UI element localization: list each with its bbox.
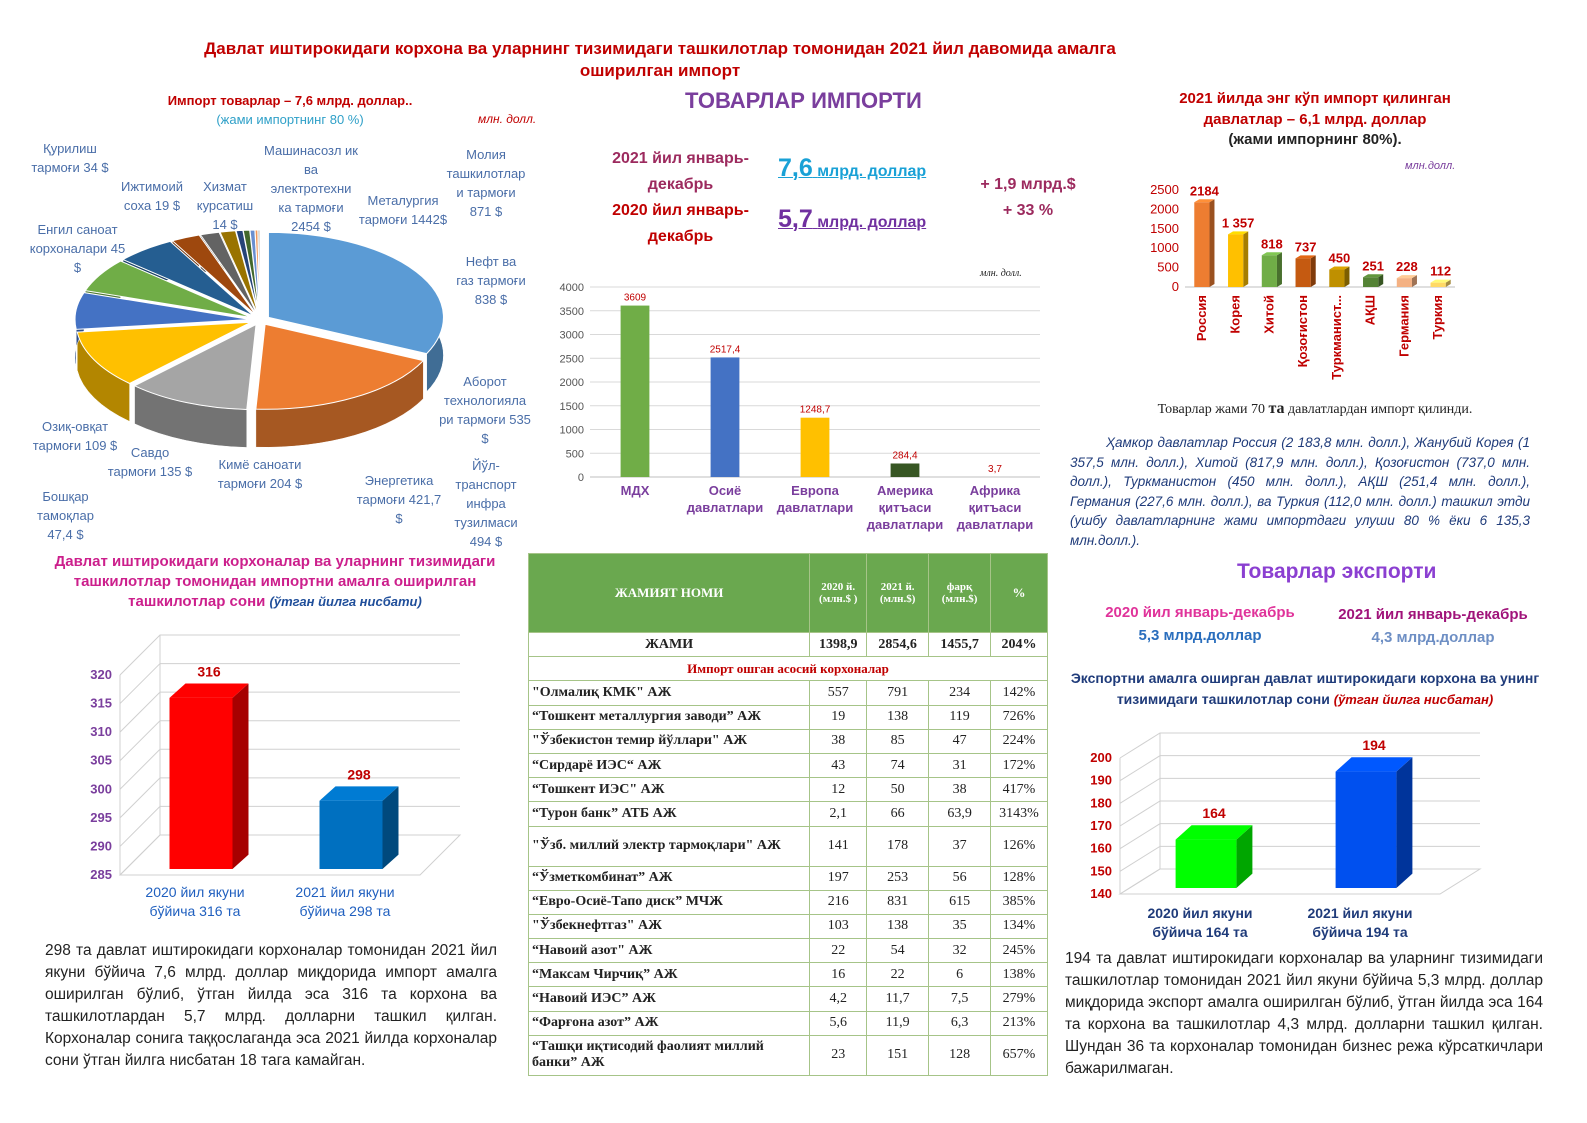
total-diff: 1455,7 (929, 633, 991, 657)
value-2021: 791 (867, 681, 929, 705)
company-name: “Ташқи иқтисодий фаолият миллий банки” АЖ (529, 1035, 810, 1075)
bar-value-5: 251 (1362, 258, 1384, 274)
value-2021-unit: млрд. доллар (817, 163, 927, 180)
table-row (529, 753, 1048, 777)
value-2021: 831 (867, 890, 929, 914)
pie-label-14: Хизмат курсатиш 14 $ (196, 179, 254, 232)
value-pct: 126% (991, 826, 1048, 866)
value-diff: 6 (929, 963, 991, 987)
bar-0 (621, 306, 650, 477)
y-tick-1: 500 (1157, 259, 1179, 275)
table-row (529, 778, 1048, 802)
category-label-3-2: давлатлари (866, 517, 944, 532)
bar-side-4 (1344, 267, 1349, 287)
import-orgs-bar-chart (70, 630, 510, 930)
gridline-1 (1120, 846, 1480, 871)
import-summary-text: 298 та давлат иштирокидаги корхоналар томонидан 2021 йил якуни бўйича 7,6 млрд. доллар миқдорида импорт амалга оширилган бўлиб, ўтган йилда эса 316 та корхона ва ташкилотлардан 5,7 млрд. долларни ташкил қилган. Корхоналар сонига таққослаганда эса 2021 йилда корхоналар сони ўтган йилга нисбатан 18 тага камайган. (45, 942, 497, 1069)
value-pct: 138% (991, 963, 1048, 987)
bar-side-2 (1277, 252, 1282, 287)
value-pct: 385% (991, 890, 1048, 914)
value-2021: 22 (867, 963, 929, 987)
page-title: Давлат иштирокидаги корхона ва уларнинг тизимидаги ташкилотлар томонидан 2021 йил давомида амалга оширилган импорт (204, 39, 1116, 80)
pie-label-13: Ижтимоий соха 19 $ (121, 179, 183, 213)
export-orgs-bar-chart (1070, 710, 1530, 945)
bar-3 (1296, 258, 1311, 287)
y-tick-2: 160 (1090, 840, 1112, 856)
bar-side-1 (1243, 231, 1248, 287)
th-2021: 2021 й. (млн.$) (867, 554, 929, 633)
value-2020: 22 (810, 939, 867, 963)
value-pct: 279% (991, 987, 1048, 1011)
pie-label-7: Кимё саноати тармоғи 204 $ (217, 457, 303, 491)
bar-value-4: 450 (1328, 250, 1351, 266)
y-tick-3: 1500 (1150, 220, 1179, 236)
pie-label-2: Молия ташкилотлар и тармоғи 871 $ (446, 147, 526, 219)
category-label-5: АҚШ (1362, 295, 1378, 326)
value-2020: 557 (810, 681, 867, 705)
y-tick-0: 140 (1090, 886, 1112, 901)
export-value-2021: 4,3 млрд.доллар (1371, 629, 1495, 646)
pie-label-9: Озиқ-овқат тармоғи 109 $ (32, 419, 118, 453)
company-name: “Навоий ИЭС” АЖ (529, 987, 810, 1011)
category-label-1: Корея (1227, 295, 1243, 334)
value-2020: 141 (810, 826, 867, 866)
value-2020: 43 (810, 753, 867, 777)
bar-value-1: 1 357 (1221, 215, 1255, 231)
value-2021: 151 (867, 1035, 929, 1075)
value-diff: 234 (929, 681, 991, 705)
value-2020: 23 (810, 1035, 867, 1075)
bar-value-1: 194 (1362, 737, 1386, 754)
th-pct: % (991, 554, 1048, 633)
value-2020: 197 (810, 866, 867, 890)
pie-subheading: (жами импортнинг 80 %) (216, 112, 364, 127)
value-2021: 11,9 (867, 1011, 929, 1035)
value-diff: 63,9 (929, 802, 991, 826)
countries-count-rest: давлатлардан импорт қилинди. (1288, 402, 1473, 417)
bar-value-2: 1248,7 (799, 404, 831, 416)
bar-value-6: 228 (1396, 259, 1418, 275)
import-orgs-title (40, 552, 510, 612)
y-tick-4: 2000 (1150, 201, 1179, 217)
y-tick-2: 1000 (559, 424, 584, 437)
company-name: “Сирдарё ИЭС“ АЖ (529, 753, 810, 777)
pie-label-3: Нефт ва газ тармоғи 838 $ (456, 254, 526, 307)
value-diff: 47 (929, 729, 991, 753)
value-2020-number: 5,7 (778, 205, 813, 233)
value-2020: 38 (810, 729, 867, 753)
bar-0 (1176, 840, 1237, 888)
category-label-2: Хитой (1261, 295, 1277, 334)
value-2020-unit: млрд. доллар (817, 214, 927, 231)
table-section-row (529, 657, 1048, 681)
value-diff: 615 (929, 890, 991, 914)
bar-1 (320, 801, 383, 869)
value-pct: 172% (991, 753, 1048, 777)
category-label-2-0: Европа (791, 483, 839, 498)
value-diff: 128 (929, 1035, 991, 1075)
y-tick-6: 315 (90, 695, 112, 711)
company-name: “Евро-Осиё-Тапо диск” МЧЖ (529, 890, 810, 914)
value-pct: 3143% (991, 802, 1048, 826)
value-pct: 224% (991, 729, 1048, 753)
pie-label-4: Аборот технологияла ри тармоғи 535 $ (439, 374, 531, 446)
export-heading: Товарлар экспорти (1237, 560, 1437, 583)
bar-2 (801, 418, 830, 477)
value-diff: 37 (929, 826, 991, 866)
bar-value-4: 3,7 (988, 463, 1002, 475)
country-chart-unit: млн.долл. (1405, 160, 1456, 172)
y-tick-2: 1000 (1150, 240, 1179, 256)
table-total-row (529, 633, 1048, 657)
bar-6 (1397, 278, 1412, 287)
table-row (529, 1011, 1048, 1035)
bar-3 (891, 463, 920, 477)
value-2021-number: 7,6 (778, 154, 813, 182)
bar-value-2: 818 (1261, 236, 1283, 252)
value-2020 (778, 205, 926, 234)
pie-unit: млн. долл. (478, 112, 537, 126)
pie-label-6: Энергетика тармоғи 421,7 $ (356, 473, 442, 526)
total-2021: 2854,6 (867, 633, 929, 657)
y-tick-7: 3500 (559, 305, 584, 318)
y-tick-3: 170 (1090, 818, 1112, 833)
value-2020: 216 (810, 890, 867, 914)
category-label-0-0: 2020 йил якуни (145, 884, 245, 900)
pie-label-11: Енгил саноат корхоналари 45 $ (29, 222, 126, 275)
bar-4 (981, 477, 1010, 478)
bar-value-0: 2184 (1189, 183, 1219, 199)
export-value-2020: 5,3 млрд.доллар (1138, 627, 1262, 644)
table-row (529, 987, 1048, 1011)
pie-label-1: Металургия тармоғи 1442$ (358, 193, 448, 227)
value-pct: 213% (991, 1011, 1048, 1035)
table-row (529, 1035, 1048, 1075)
country-bar-chart (1130, 170, 1470, 390)
y-tick-1: 500 (565, 448, 584, 461)
y-tick-5: 2500 (1150, 182, 1179, 197)
company-name: “Максам Чирчиқ” АЖ (529, 963, 810, 987)
diff-abs: + 1,9 млрд.$ (980, 176, 1076, 193)
y-tick-0: 0 (1171, 279, 1179, 294)
y-tick-8: 4000 (559, 282, 584, 294)
y-tick-4: 305 (90, 752, 112, 768)
value-diff: 38 (929, 778, 991, 802)
table-row (529, 802, 1048, 826)
export-orgs-title (1065, 668, 1545, 710)
bar-value-3: 737 (1294, 239, 1317, 255)
y-tick-5: 310 (90, 724, 112, 740)
y-tick-0: 285 (90, 867, 112, 882)
table-row (529, 963, 1048, 987)
category-label-4-2: давлатлари (956, 517, 1034, 532)
value-diff: 7,5 (929, 987, 991, 1011)
countries-count (1095, 400, 1535, 418)
import-orgs-title-text: Давлат иштирокидаги корхоналар ва уларнинг тизимидаги ташкилотлар томонидан импортни амалга оширилган ташкилотлар сони (54, 553, 496, 610)
value-pct: 726% (991, 705, 1048, 729)
value-diff: 56 (929, 866, 991, 890)
export-period-2021: 2021 йил январь-декабрь (1338, 606, 1528, 623)
countries-count-unit: та (1268, 400, 1285, 417)
bar-1 (1228, 234, 1243, 287)
import-heading: ТОВАРЛАР ИМПОРТИ (685, 88, 922, 113)
country-chart-subtitle: (жами импорнинг 80%). (1228, 131, 1402, 148)
value-2021: 74 (867, 753, 929, 777)
table-row (529, 826, 1048, 866)
pie-label-10: Бошқар тамоқлар 47,4 $ (37, 489, 94, 542)
pie-label-12: Қурилиш тармоғи 34 $ (31, 141, 109, 175)
category-label-7: Туркия (1430, 295, 1446, 340)
gridline-3 (1120, 801, 1480, 826)
value-2021: 54 (867, 939, 929, 963)
company-name: "Ўзбекистон темир йўллари" АЖ (529, 729, 810, 753)
bar-7 (1431, 283, 1446, 287)
bar-0 (1194, 202, 1209, 287)
y-tick-7: 320 (90, 667, 112, 682)
value-diff: 6,3 (929, 1011, 991, 1035)
gridline-0 (1120, 869, 1480, 894)
y-tick-1: 290 (90, 838, 112, 854)
value-2020: 103 (810, 914, 867, 938)
export-orgs-title-sub: (ўтган йилга нисбатан) (1333, 692, 1494, 707)
countries-count-text: Товарлар жами 70 (1157, 402, 1265, 417)
export-summary-text: 194 та давлат иштирокидаги корхоналар ва уларнинг тизимидаги ташкилотлар томонидан 2021 йил якуни бўйича 5,3 млрд. доллар миқдорида экспорт амалга оширилган бўлиб, ўтган йилда эса 164 та корхона ва ташкилотлар 4,3 млрд. долларни ташкил қилган. Шундан 36 та корхоналар томонидан бизнес режа кўрсаткичлари бажарилмаган. (1065, 950, 1543, 1077)
total-label: ЖАМИ (529, 633, 810, 657)
pie-label-8: Савдо тармоғи 135 $ (107, 445, 193, 479)
table-row (529, 729, 1048, 753)
company-name: “Турон банк” АТБ АЖ (529, 802, 810, 826)
company-name: “Тошкент ИЭС" АЖ (529, 778, 810, 802)
bar-value-7: 112 (1430, 263, 1452, 279)
category-label-1-0: 2021 йил якуни (295, 884, 395, 900)
category-label-1-0: Осиё (708, 483, 742, 498)
gridline-5 (1120, 756, 1480, 781)
company-name: “Тошкент металлургия заводи” АЖ (529, 705, 810, 729)
category-label-4-1: қитъаси (968, 500, 1022, 515)
bar-value-3: 284,4 (892, 450, 918, 462)
floor (1120, 869, 1480, 894)
value-diff: 119 (929, 705, 991, 729)
y-tick-4: 2000 (559, 377, 584, 389)
gridline-2 (1120, 824, 1480, 849)
company-name: “Навоий азот" АЖ (529, 939, 810, 963)
bar-value-1: 298 (347, 766, 371, 783)
value-2021: 11,7 (867, 987, 929, 1011)
value-2021: 178 (867, 826, 929, 866)
company-name: “Ўзметкомбинат” АЖ (529, 866, 810, 890)
value-pct: 657% (991, 1035, 1048, 1075)
table-row (529, 681, 1048, 705)
value-2021: 253 (867, 866, 929, 890)
company-name: “Фарғона азот” АЖ (529, 1011, 810, 1035)
pie-heading: Импорт товарлар – 7,6 млрд. доллар.. (167, 93, 413, 108)
company-name: "Ўзбекнефтгаз" АЖ (529, 914, 810, 938)
value-pct: 134% (991, 914, 1048, 938)
region-chart-unit: млн. долл. (980, 268, 1022, 279)
y-tick-4: 180 (1090, 795, 1112, 811)
category-label-3: Қозоғистон (1295, 295, 1311, 368)
value-diff: 31 (929, 753, 991, 777)
pie-label-0: Машинасозл ик ва электротехни ка тармоғи 2454 $ (264, 143, 358, 234)
value-2020: 2,1 (810, 802, 867, 826)
gridline-7 (120, 635, 460, 675)
table-row (529, 939, 1048, 963)
value-pct: 245% (991, 939, 1048, 963)
value-pct: 142% (991, 681, 1048, 705)
value-2020: 19 (810, 705, 867, 729)
bar-0 (170, 698, 233, 869)
bar-value-1: 2517,4 (709, 344, 741, 356)
total-pct: 204% (991, 633, 1048, 657)
section-label: Импорт ошган асосий корхоналар (529, 657, 1048, 681)
category-label-2-1: давлатлари (776, 500, 854, 515)
value-diff: 35 (929, 914, 991, 938)
region-bar-chart (550, 280, 1050, 545)
y-tick-3: 1500 (559, 400, 584, 413)
category-label-0-0: 2020 йил якуни (1147, 905, 1253, 921)
value-2021 (778, 154, 926, 183)
bar-side-0 (233, 683, 249, 869)
bar-1 (1336, 772, 1397, 888)
value-2021: 50 (867, 778, 929, 802)
category-label-4: Туркманист... (1328, 295, 1344, 380)
category-label-0-0: МДХ (620, 483, 650, 498)
table-row (529, 890, 1048, 914)
table-row (529, 705, 1048, 729)
gridline-4 (1120, 778, 1480, 803)
bar-side-1 (383, 786, 399, 869)
bar-side-1 (1396, 757, 1412, 888)
category-label-0: Россия (1193, 295, 1209, 342)
th-diff: фарқ (млн.$) (929, 554, 991, 633)
category-label-1-1: бўйича 194 та (1312, 924, 1408, 940)
category-label-1-1: давлатлари (686, 500, 764, 515)
bar-1 (711, 357, 740, 477)
value-2021: 138 (867, 705, 929, 729)
category-label-3-0: Америка (877, 483, 933, 498)
value-2020: 4,2 (810, 987, 867, 1011)
value-diff: 32 (929, 939, 991, 963)
total-2020: 1398,9 (810, 633, 867, 657)
bar-2 (1262, 255, 1277, 287)
pie-label-5: Йўл-транспорт инфра тузилмаси 494 $ (454, 458, 518, 549)
corporations-table (528, 553, 1048, 1076)
export-orgs-title-text: Экспортни амалга оширган давлат иштирокидаги корхона ва унинг тизимидаги ташкилотлар сони (1070, 670, 1540, 707)
category-label-4-0: Африка (969, 483, 1021, 498)
value-2020: 16 (810, 963, 867, 987)
value-2021: 138 (867, 914, 929, 938)
value-2020: 12 (810, 778, 867, 802)
y-tick-1: 150 (1090, 863, 1112, 879)
period-2020: 2020 йил январь-декабрь (612, 202, 749, 245)
bar-value-0: 164 (1202, 805, 1226, 822)
category-label-1-0: 2021 йил якуни (1307, 905, 1413, 921)
y-tick-2: 295 (90, 809, 112, 825)
bar-side-3 (1311, 255, 1316, 287)
category-label-0-1: бўйича 316 та (149, 903, 241, 919)
import-orgs-title-sub: (ўтган йилга нисбати) (269, 594, 422, 609)
category-label-3-1: қитъаси (878, 500, 932, 515)
gridline-6 (1120, 733, 1480, 758)
y-tick-0: 0 (577, 472, 584, 484)
y-tick-5: 190 (1090, 772, 1112, 788)
value-pct: 417% (991, 778, 1048, 802)
table-row (529, 866, 1048, 890)
category-label-0-1: бўйича 164 та (1152, 924, 1248, 940)
table-row (529, 914, 1048, 938)
category-label-6: Германия (1396, 295, 1412, 357)
y-tick-3: 300 (90, 781, 112, 797)
country-chart-title: 2021 йилда энг кўп импорт қилинган давлатлар – 6,1 млрд. доллар (1179, 90, 1451, 128)
value-2020: 5,6 (810, 1011, 867, 1035)
y-tick-6: 200 (1090, 750, 1112, 765)
diff-pct: + 33 % (1002, 202, 1054, 219)
th-name: ЖАМИЯТ НОМИ (529, 554, 810, 633)
bar-value-0: 316 (197, 663, 221, 680)
bar-side-0 (1209, 199, 1214, 287)
bar-5 (1363, 277, 1378, 287)
company-name: "Ўзб. миллий электр тармоқлари" АЖ (529, 826, 810, 866)
value-2021: 85 (867, 729, 929, 753)
partner-countries-text: Ҳамкор давлатлар Россия (2 183,8 млн. долл.), Жанубий Корея (1 357,5 млн. долл.), Хитой (817,9 млн. долл.), Қозоғистон (737,0 млн. долл.), Туркманистон (450 млн. долл.), АҚШ (251,4 млн. долл.), Германия (227,6 млн. долл.), ва Туркия (112,0 млн. долл.) ташкил этди (ушбу давлатларнинг жами импортдаги улуши 80 % ёки 6 135,3 млн.долл.). (1070, 435, 1530, 548)
value-2021: 66 (867, 802, 929, 826)
export-period-2020: 2020 йил январь-декабрь (1105, 604, 1295, 621)
period-2021: 2021 йил январь-декабрь (612, 150, 749, 193)
th-2020: 2020 й. (млн.$ ) (810, 554, 867, 633)
y-tick-5: 2500 (559, 353, 584, 366)
bar-value-0: 3609 (623, 292, 647, 304)
category-label-1-1: бўйича 298 та (299, 903, 391, 919)
company-name: "Олмалиқ КМК" АЖ (529, 681, 810, 705)
bar-4 (1329, 270, 1344, 287)
value-pct: 128% (991, 866, 1048, 890)
y-tick-6: 3000 (559, 329, 584, 342)
